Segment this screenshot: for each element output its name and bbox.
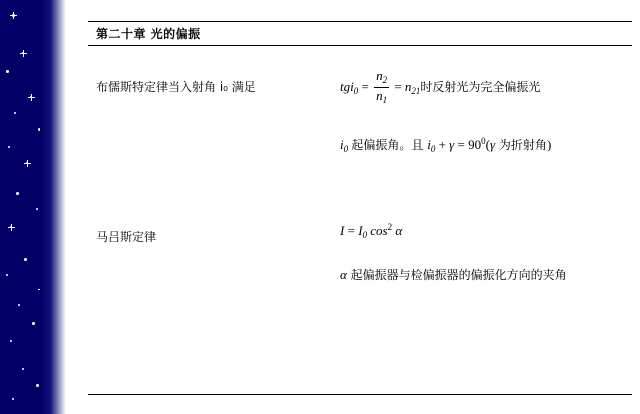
malus-alpha: α (395, 222, 403, 238)
note-paren-close: ) (546, 137, 552, 152)
formula-lhs: tgi (340, 79, 354, 95)
page-title: 第二十章 光的偏振 (96, 27, 201, 41)
malus-law-formula (340, 222, 402, 240)
formula-lhs-subscript: 0 (353, 86, 359, 97)
band-gradient-edge (40, 0, 66, 414)
malus-note-text: 起偏振器与检偏振器的偏振化方向的夹角 (346, 268, 567, 282)
decorative-star-band (0, 0, 66, 414)
star-icon (30, 96, 32, 98)
numerator-symbol: n (376, 68, 383, 83)
star-icon (14, 112, 16, 114)
malus-i0: I (358, 222, 363, 238)
malus-note-alpha: α (340, 267, 347, 282)
star-icon (26, 162, 28, 164)
star-icon (36, 208, 38, 210)
star-icon (10, 226, 12, 228)
note-text-2: 为折射角 (495, 138, 547, 152)
formula-tail-text: 时反射光为完全偏振光 (420, 80, 541, 95)
fraction-denominator (374, 89, 389, 106)
note-value: 90 (468, 137, 482, 152)
denominator-symbol: n (376, 87, 383, 103)
star-icon (6, 70, 9, 73)
brewster-law-formula (340, 70, 540, 106)
fraction-numerator (374, 69, 389, 86)
star-icon (6, 274, 8, 276)
formula-equals-1: = (361, 79, 369, 95)
star-icon (18, 304, 20, 306)
malus-equals: = (347, 222, 355, 238)
malus-cos-exponent: 2 (387, 222, 393, 232)
star-icon (12, 14, 15, 17)
malus-cos: cos (370, 222, 388, 238)
formula-rhs: n (404, 79, 412, 95)
star-icon (10, 340, 12, 342)
malus-i0-subscript: 0 (362, 230, 368, 241)
formula-fraction (374, 69, 389, 105)
note-plus-sign: + (438, 137, 446, 152)
malus-law-label: 马吕斯定律 (96, 230, 157, 244)
note-gamma-second: γ (489, 137, 496, 152)
note-text-1: 起偏振角。且 (351, 138, 428, 152)
footer-divider (88, 394, 632, 395)
title-divider-bottom (88, 45, 632, 46)
star-icon (22, 368, 24, 370)
star-icon (24, 258, 27, 261)
star-icon (8, 146, 10, 148)
note-var-i0-second: i (427, 137, 431, 152)
denominator-subscript: 1 (382, 94, 388, 105)
brewster-law-note (340, 136, 551, 154)
formula-equals-2: = (394, 79, 402, 95)
star-icon (22, 52, 24, 54)
numerator-subscript: 2 (382, 75, 388, 86)
malus-lhs: I (340, 222, 345, 238)
title-divider-top (88, 21, 632, 22)
formula-rhs-subscript: 21 (411, 86, 421, 97)
note-var-i0-second-subscript: 0 (430, 144, 436, 155)
note-equals: = (457, 137, 465, 152)
star-icon (16, 192, 19, 195)
brewster-law-label: 布儒斯特定律当入射角 i₀ 满足 (96, 80, 256, 94)
note-var-i0: i (340, 137, 344, 152)
malus-law-note (340, 266, 567, 283)
star-icon (32, 322, 35, 325)
note-value-superscript: 0 (481, 136, 486, 147)
note-gamma: γ (449, 137, 455, 152)
note-paren-open: ( (485, 137, 490, 152)
star-icon (12, 398, 14, 400)
note-var-i0-subscript: 0 (343, 144, 349, 155)
star-icon (36, 384, 39, 387)
